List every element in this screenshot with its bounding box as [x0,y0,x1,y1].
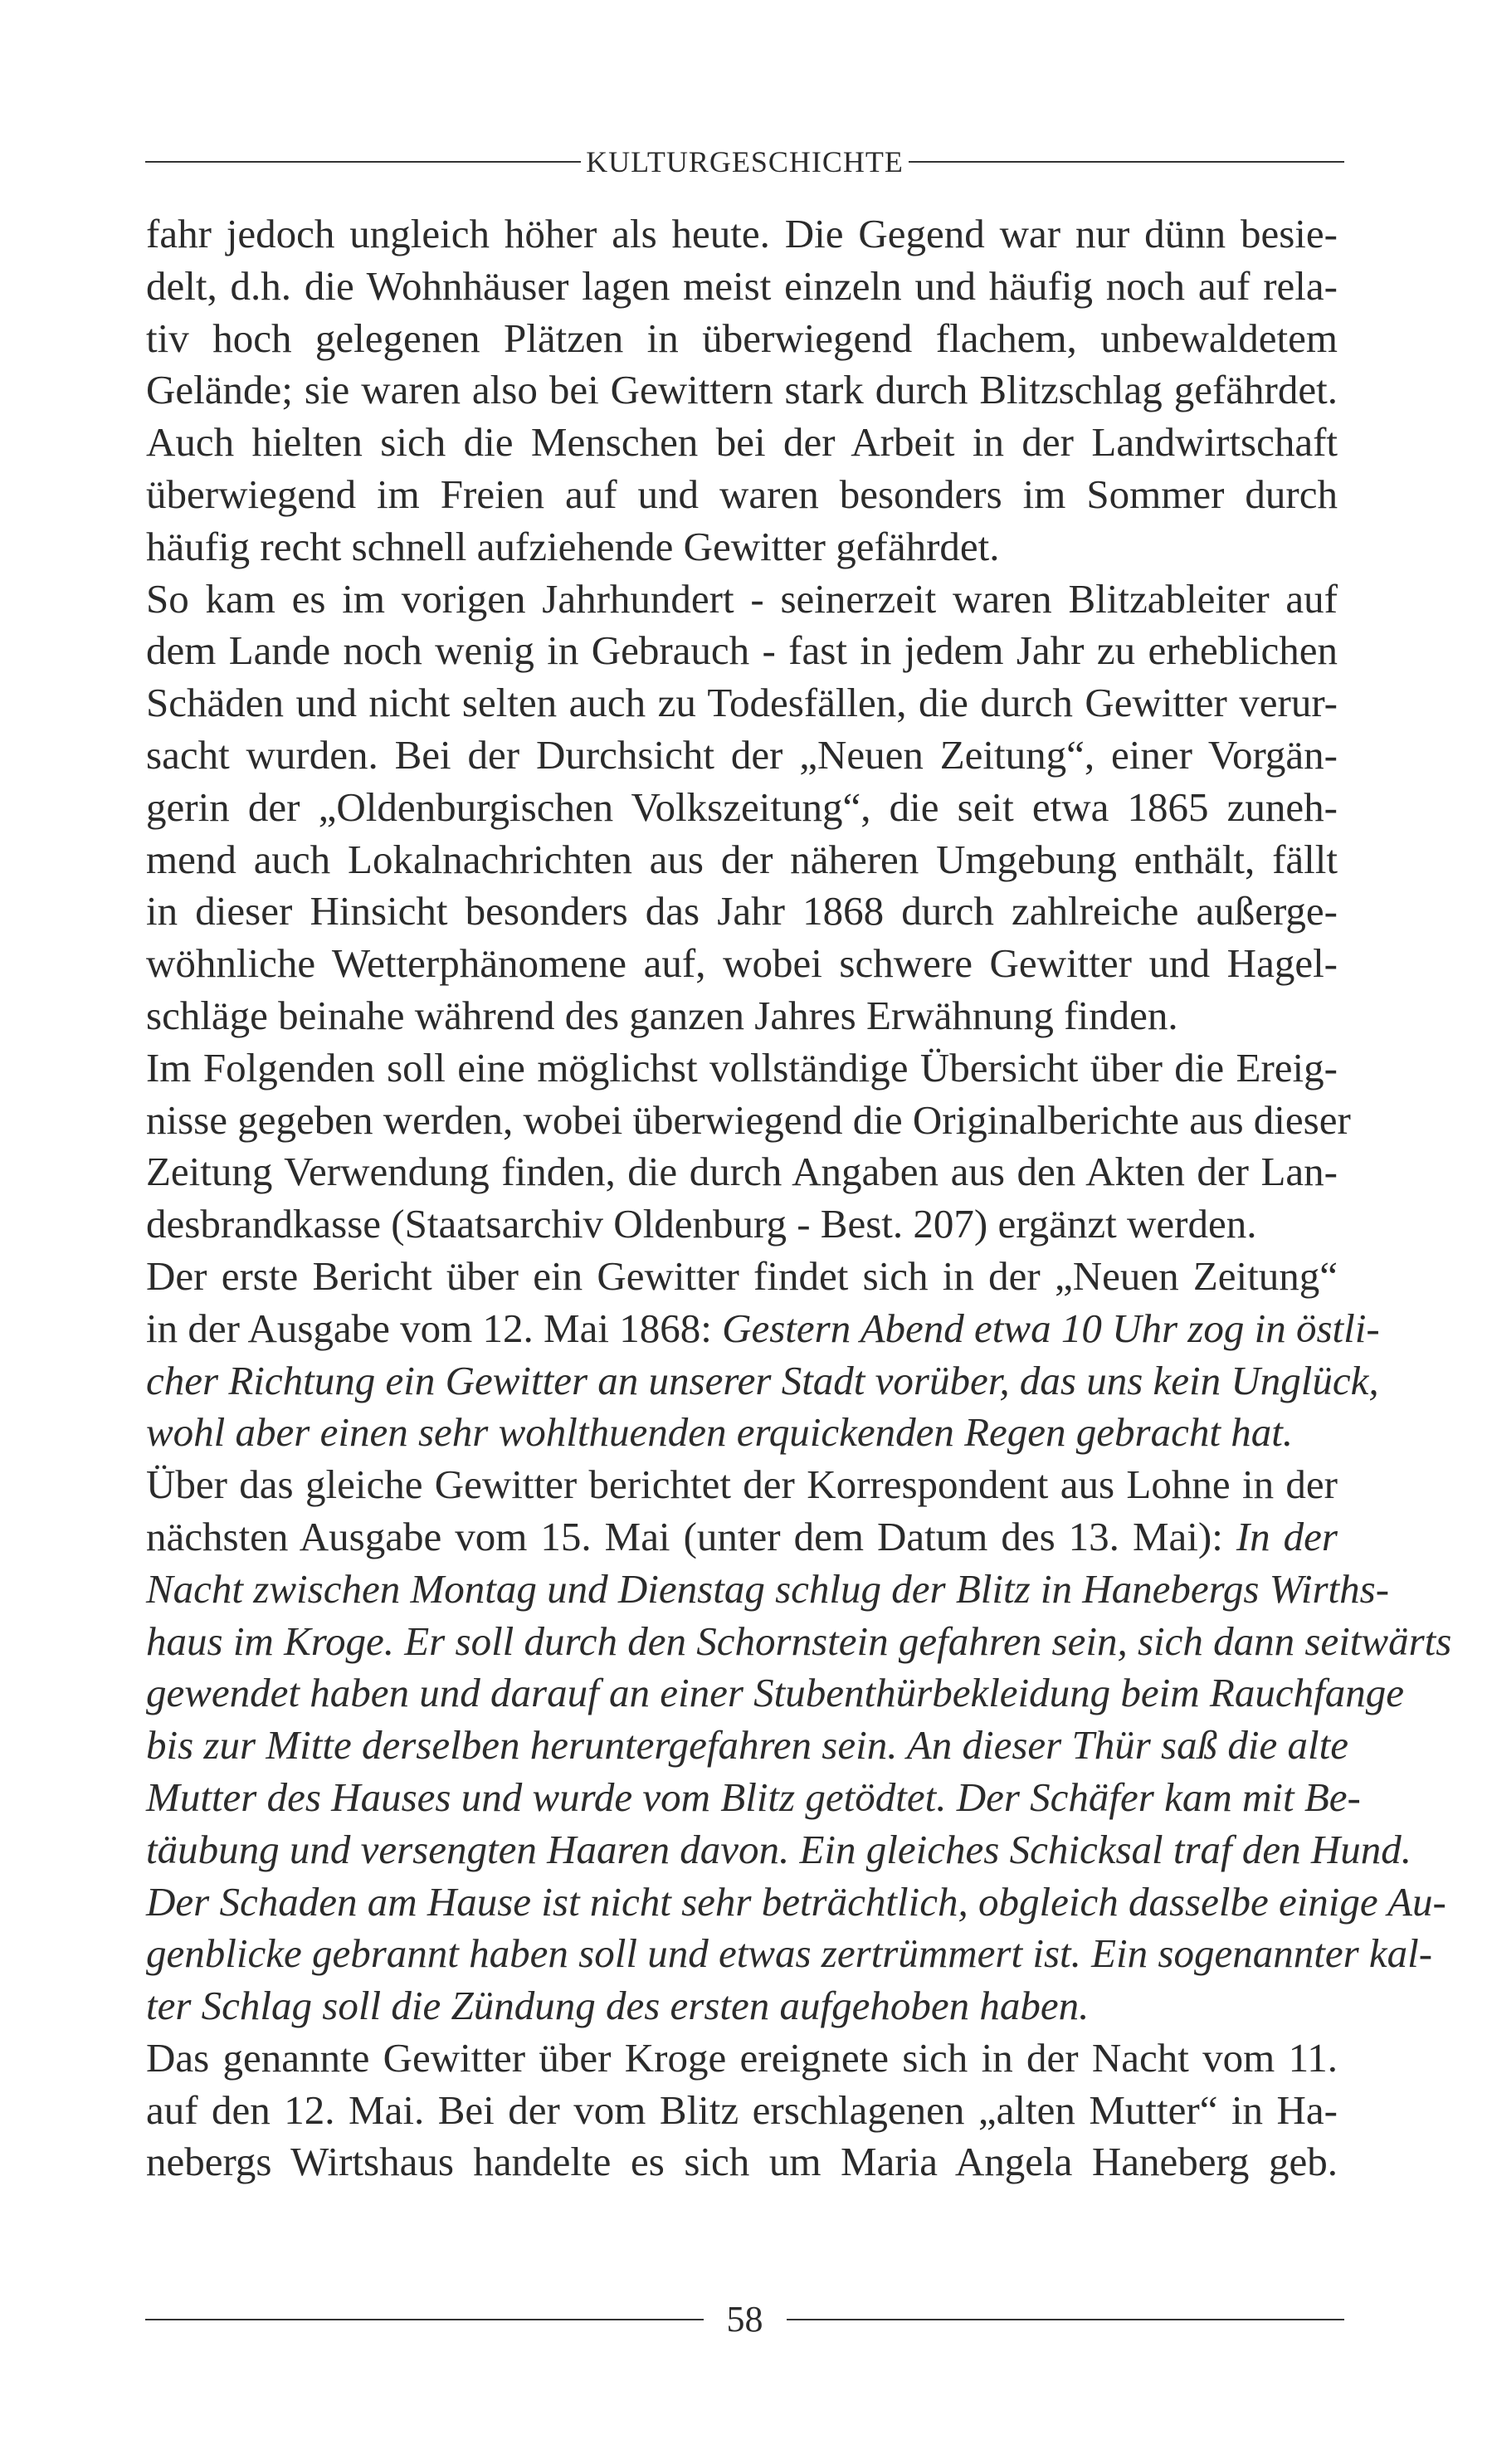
quote-line: Der Schaden am Hause ist nicht sehr beträchtlich, obgleich dasselbe einige Au- [146,1878,1446,1925]
text-line: Schäden und nicht selten auch zu Todesfällen, die durch Gewitter verur- [146,680,1338,726]
text-line: häufig recht schnell aufziehende Gewitter gefährdet. [146,523,1000,569]
quote-line: gewendet haben und darauf an einer Stubenthürbekleidung beim Rauchfange [146,1670,1404,1716]
quote-line: bis zur Mitte derselben heruntergefahren sein. An dieser Thür saß die alte [146,1722,1348,1769]
quote-run: Gestern Abend etwa 10 Uhr zog in östli- [722,1305,1380,1351]
text-line: schläge beinahe während des ganzen Jahres Erwähnung finden. [146,992,1178,1038]
text-line [146,1303,1380,1355]
quote-line: wohl aber einen sehr wohlthuenden erquickenden Regen gebracht hat. [146,1409,1294,1456]
text-line: desbrandkasse (Staatsarchiv Oldenburg - Best. 207) ergänzt werden. [146,1201,1257,1247]
quote-run: In der [1236,1513,1338,1559]
text-line: Auch hielten sich die Menschen bei der Arbeit in der Landwirtschaft [146,419,1338,466]
text-line: Gelände; sie waren also bei Gewittern stark durch Blitzschlag gefährdet. [146,367,1338,413]
section-title: KULTURGESCHICHTE [586,145,904,178]
text-line: Über das gleiche Gewitter berichtet der Korrespondent aus Lohne in der [146,1461,1338,1508]
text-line [146,1511,1338,1564]
running-header [145,141,1344,183]
text-line: nisse gegeben werden, wobei überwiegend die Originalberichte aus dieser [146,1096,1351,1143]
text-line: delt, d.h. die Wohnhäuser lagen meist einzeln und häufig noch auf rela- [146,262,1338,309]
quote-line: genblicke gebrannt haben soll und etwas zertrümmert ist. Ein sogenannter kal- [146,1930,1433,1977]
text-line: Das genannte Gewitter über Kroge ereignete sich in der Nacht vom 11. [146,2034,1338,2081]
text-line: sacht wurden. Bei der Durchsicht der „Neuen Zeitung“, einer Vorgän- [146,731,1338,778]
footer-rule-right [787,2319,1345,2320]
quote-line: haus im Kroge. Er soll durch den Schornstein gefahren sein, sich dann seitwärts [146,1617,1452,1664]
text-line: Im Folgenden soll eine möglichst vollständige Übersicht über die Ereig- [146,1044,1338,1091]
quote-line: täubung und versengten Haaren davon. Ein gleiches Schicksal traf den Hund. [146,1826,1412,1872]
text-line: fahr jedoch ungleich höher als heute. Die Gegend war nur dünn besie- [146,211,1338,256]
text-line: Zeitung Verwendung finden, die durch Angaben aus den Akten der Lan- [146,1149,1338,1195]
text-run: nächsten Ausgabe vom 15. Mai (unter dem Datum des 13. Mai): [146,1513,1236,1559]
quote-line: ter Schlag soll die Zündung des ersten aufgehoben haben. [146,1983,1090,2029]
footer-rule-left [145,2319,704,2320]
header-rule-right [909,161,1344,163]
text-line: nebergs Wirtshaus handelte es sich um Maria Angela Haneberg geb. [146,2139,1338,2185]
body-text [146,208,1452,2188]
text-line: auf den 12. Mai. Bei der vom Blitz erschlagenen „alten Mutter“ in Ha- [146,2086,1338,2133]
text-run: in der Ausgabe vom 12. Mai 1868: [146,1305,723,1351]
page-number: 58 [726,2299,763,2340]
text-line: Der erste Bericht über ein Gewitter findet sich in der „Neuen Zeitung“ [146,1252,1338,1299]
text-line: mend auch Lokalnachrichten aus der näheren Umgebung enthält, fällt [146,836,1338,882]
text-line: in dieser Hinsicht besonders das Jahr 1868 durch zahlreiche außerge- [146,888,1338,934]
text-line: wöhnliche Wetterphänomene auf, wobei schwere Gewitter und Hagel- [146,940,1338,987]
text-line: dem Lande noch wenig in Gebrauch - fast in jedem Jahr zu erheblichen [146,627,1338,674]
quote-line: cher Richtung ein Gewitter an unserer Stadt vorüber, das uns kein Unglück, [146,1357,1379,1403]
header-rule-left [145,161,581,163]
page-footer [145,2295,1344,2344]
text-line: tiv hoch gelegenen Plätzen in überwiegend flachem, unbewaldetem [146,315,1338,361]
text-line: überwiegend im Freien auf und waren besonders im Sommer durch [146,471,1338,517]
text-line: So kam es im vorigen Jahrhundert - seinerzeit waren Blitzableiter auf [146,575,1338,622]
quote-line: Nacht zwischen Montag und Dienstag schlug der Blitz in Hanebergs Wirths- [146,1565,1390,1612]
quote-line: Mutter des Hauses und wurde vom Blitz getödtet. Der Schäfer kam mit Be- [146,1774,1361,1820]
text-line: gerin der „Oldenburgischen Volkszeitung“, die seit etwa 1865 zuneh- [146,783,1338,830]
